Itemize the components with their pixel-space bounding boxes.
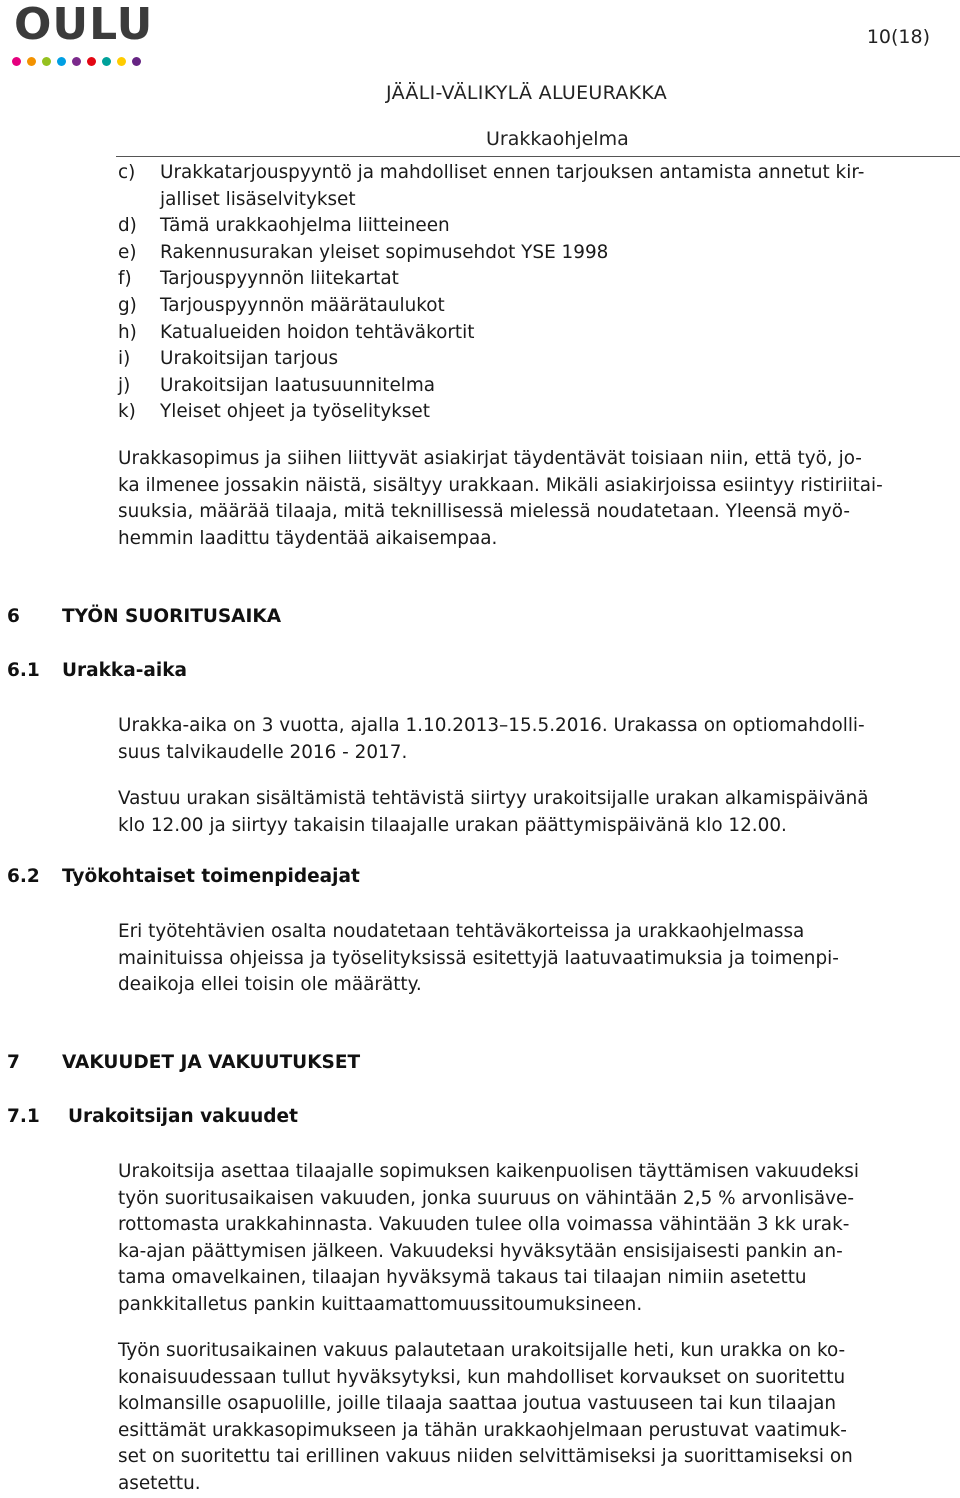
responsibility-paragraph	[118, 786, 950, 839]
list-item-label: c)	[118, 162, 136, 183]
guarantee-paragraph	[118, 1159, 950, 1319]
section-title: VAKUUDET JA VAKUUTUKSET	[62, 1052, 361, 1073]
section-title: Urakka-aika	[62, 660, 188, 681]
paragraph-line: Urakkasopimus ja siihen liittyvät asiakirjat täydentävät toisiaan niin, että työ, jo-	[118, 448, 862, 469]
document-subtitle: Urakkaohjelma	[486, 128, 629, 150]
list-item-label: k)	[118, 401, 136, 423]
section-title: Työkohtaiset toimenpideajat	[62, 866, 360, 887]
list-item-label: i)	[118, 348, 131, 370]
list-item-text: Rakennusurakan yleiset sopimusehdot YSE 1998	[160, 241, 609, 263]
paragraph-line: konaisuudessaan tullut hyväksytyksi, kun mahdolliset korvaukset on suoritettu	[118, 1366, 846, 1388]
section-number: 6	[7, 606, 20, 627]
paragraph-line: esittämät urakkasopimukseen ja tähän urakkaohjelmaan perustuvat vaatimuk-	[118, 1419, 847, 1441]
list-item-text: Tämä urakkaohjelma liitteineen	[160, 215, 450, 237]
page-number: 10(18)	[866, 26, 930, 48]
paragraph-line: asetettu.	[118, 1472, 201, 1494]
task-schedule-paragraph	[118, 919, 950, 999]
logo-dot	[12, 57, 21, 66]
logo-dots	[12, 57, 141, 66]
logo-dot	[57, 57, 66, 66]
list-item-text: jalliset lisäselvitykset	[160, 188, 356, 210]
paragraph-line: Urakoitsija asettaa tilaajalle sopimuksen kaikenpuolisen täyttämisen vakuudeksi	[118, 1161, 859, 1182]
logo-dot	[87, 57, 96, 66]
list-item-label: h)	[118, 321, 137, 343]
paragraph-line: pankkitalletus pankin kuittaamattomuussitoumuksineen.	[118, 1293, 643, 1315]
paragraph-line: Vastuu urakan sisältämistä tehtävistä siirtyy urakoitsijalle urakan alkamispäivänä	[118, 788, 869, 809]
list-item-text: Urakoitsijan tarjous	[160, 348, 339, 370]
oulu-logo: OULU	[14, 0, 154, 50]
paragraph-line: rottomasta urakkahinnasta. Vakuuden tulee olla voimassa vähintään 3 kk urak-	[118, 1214, 850, 1236]
list-item-text: Yleiset ohjeet ja työselitykset	[160, 401, 430, 423]
paragraph-line: Eri työtehtävien osalta noudatetaan tehtäväkorteissa ja urakkaohjelmassa	[118, 921, 805, 942]
paragraph-line: hemmin laadittu täydentää aikaisempaa.	[118, 527, 498, 549]
section-title: Urakoitsijan vakuudet	[68, 1106, 298, 1127]
paragraph-line: Työn suoritusaikainen vakuus palautetaan urakoitsijalle heti, kun urakka on ko-	[118, 1340, 846, 1361]
contract-period-paragraph	[118, 713, 950, 766]
paragraph-line: mainituissa ohjeissa ja työselityksissä esitettyjä laatuvaatimuksia ja toimenpi-	[118, 947, 839, 969]
list-item-label: f)	[118, 268, 132, 290]
logo-dot	[27, 57, 36, 66]
document-title: JÄÄLI-VÄLIKYLÄ ALUEURAKKA	[386, 82, 668, 104]
intro-paragraph	[118, 446, 950, 552]
logo-dot	[72, 57, 81, 66]
list-item-text: Urakkatarjouspyyntö ja mahdolliset ennen tarjouksen antamista annetut kir-	[160, 162, 865, 183]
paragraph-line: Urakka-aika on 3 vuotta, ajalla 1.10.2013–15.5.2016. Urakassa on optiomahdolli-	[118, 715, 865, 736]
paragraph-line: set on suoritettu tai erillinen vakuus niiden selvittämiseksi ja suorittamiseksi on	[118, 1446, 853, 1468]
section-number: 7	[7, 1052, 20, 1073]
list-item-text: Tarjouspyynnön liitekartat	[160, 268, 399, 290]
logo-dot	[132, 57, 141, 66]
list-item-text: Urakoitsijan laatusuunnitelma	[160, 374, 436, 396]
list-item-label: j)	[118, 374, 131, 396]
section-number: 7.1	[7, 1106, 40, 1127]
list-item-label: e)	[118, 241, 137, 263]
paragraph-line: suuksia, määrää tilaaja, mitä teknillisessä mielessä noudatetaan. Yleensä myö-	[118, 501, 850, 523]
header-divider	[116, 156, 960, 157]
paragraph-line: kolmansille osapuolille, joille tilaaja saattaa joutua vastuuseen tai kun tilaajan	[118, 1393, 837, 1415]
list-item-label: d)	[118, 215, 137, 237]
guarantee-return-paragraph	[118, 1338, 950, 1498]
paragraph-line: työn suoritusaikaisen vakuuden, jonka suuruus on vähintään 2,5 % arvonlisäve-	[118, 1187, 854, 1209]
logo-dot	[102, 57, 111, 66]
paragraph-line: tama omavelkainen, tilaajan hyväksymä takaus tai tilaajan nimiin asetettu	[118, 1267, 807, 1289]
section-number: 6.2	[7, 866, 40, 887]
section-title: TYÖN SUORITUSAIKA	[62, 606, 282, 627]
paragraph-line: suus talvikaudelle 2016 - 2017.	[118, 741, 408, 763]
paragraph-line: klo 12.00 ja siirtyy takaisin tilaajalle urakan päättymispäivänä klo 12.00.	[118, 814, 787, 836]
paragraph-line: ka ilmenee jossakin näistä, sisältyy urakkaan. Mikäli asiakirjoissa esiintyy ristiriitai-	[118, 474, 883, 496]
list-item-text: Tarjouspyynnön määrätaulukot	[160, 295, 445, 316]
section-number: 6.1	[7, 660, 40, 681]
logo-dot	[117, 57, 126, 66]
paragraph-line: ka-ajan päättymisen jälkeen. Vakuudeksi hyväksytään ensisijaisesti pankin an-	[118, 1240, 843, 1262]
logo-dot	[42, 57, 51, 66]
list-item-label: g)	[118, 295, 137, 316]
list-item-text: Katualueiden hoidon tehtäväkortit	[160, 321, 475, 343]
paragraph-line: deaikoja ellei toisin ole määrätty.	[118, 974, 422, 996]
